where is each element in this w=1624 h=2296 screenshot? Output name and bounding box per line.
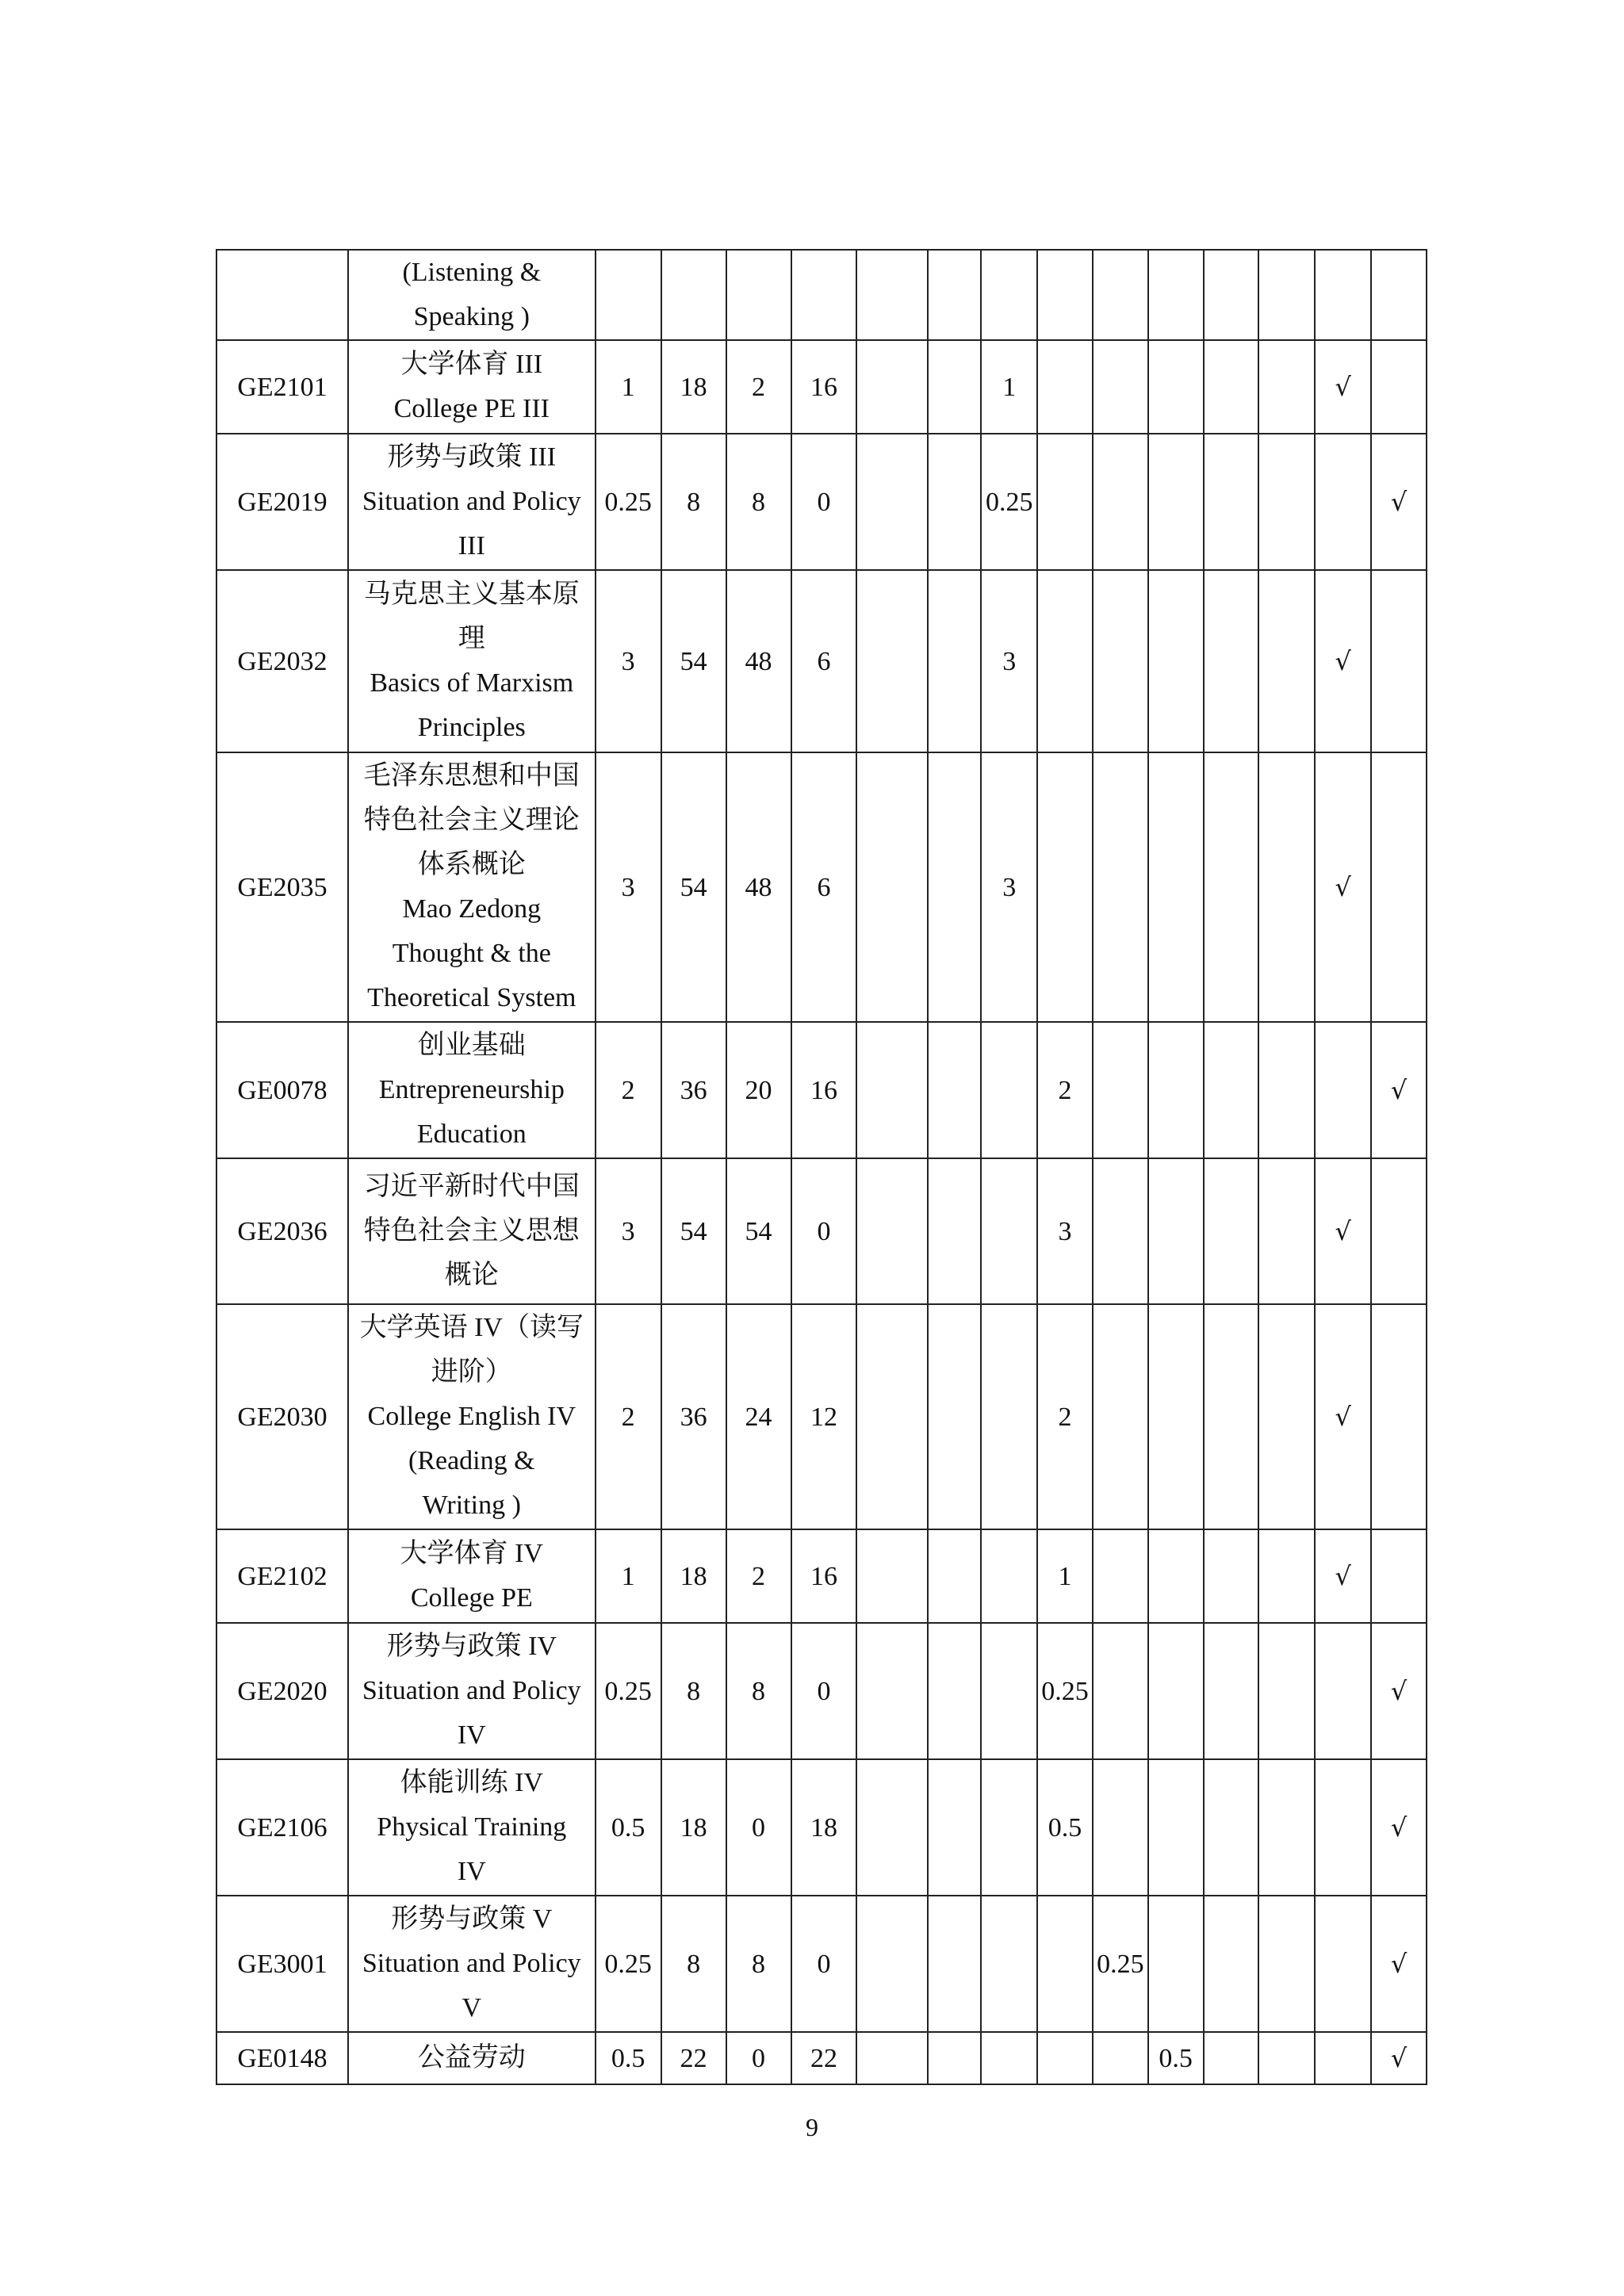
table-cell xyxy=(981,1529,1037,1623)
course-name-cell xyxy=(348,1623,596,1759)
course-table xyxy=(216,249,1427,2085)
course-name-line: 创业基础 xyxy=(417,1031,526,1060)
course-name-line: Writing ) xyxy=(422,1490,521,1520)
table-cell xyxy=(1258,2032,1315,2084)
table-row xyxy=(216,434,1427,570)
table-cell xyxy=(1148,1896,1204,2032)
table-cell: 8 xyxy=(661,434,726,570)
table-cell: 0.5 xyxy=(1148,2032,1204,2084)
table-cell xyxy=(981,2032,1037,2084)
table-cell: 54 xyxy=(661,1158,726,1304)
table-cell: 0.25 xyxy=(596,1623,661,1759)
table-cell: 2 xyxy=(596,1304,661,1529)
course-name-line: 形势与政策 III xyxy=(387,442,557,472)
table-cell: √ xyxy=(1315,1529,1371,1623)
table-cell xyxy=(1204,1759,1259,1896)
table-cell: 2 xyxy=(726,340,791,434)
table-cell: 3 xyxy=(596,752,661,1022)
course-name-line: 形势与政策 IV xyxy=(386,1632,557,1661)
table-cell xyxy=(1258,1022,1315,1158)
table-cell xyxy=(1258,1529,1315,1623)
course-name-line: 进阶） xyxy=(431,1357,512,1387)
course-name-line: 毛泽东思想和中国 xyxy=(363,761,580,790)
table-cell xyxy=(856,340,927,434)
table-cell xyxy=(1204,340,1259,434)
course-code-cell: GE0148 xyxy=(216,2032,348,2084)
table-cell xyxy=(1315,250,1371,340)
table-cell xyxy=(1258,1759,1315,1896)
table-cell xyxy=(1204,1623,1259,1759)
table-cell: 2 xyxy=(726,1529,791,1623)
table-cell xyxy=(1037,1896,1093,2032)
table-cell xyxy=(1258,570,1315,752)
table-cell xyxy=(1315,1022,1371,1158)
table-cell xyxy=(1093,1304,1148,1529)
table-cell xyxy=(928,2032,982,2084)
course-code-cell: GE2102 xyxy=(216,1529,348,1623)
table-cell xyxy=(1204,250,1259,340)
course-name-line: (Reading & xyxy=(408,1446,535,1475)
table-cell: 3 xyxy=(596,1158,661,1304)
table-cell xyxy=(1148,1529,1204,1623)
table-cell: 16 xyxy=(791,340,857,434)
table-body xyxy=(216,250,1427,2084)
table-cell xyxy=(1148,1022,1204,1158)
table-cell xyxy=(1093,434,1148,570)
table-cell: √ xyxy=(1315,1158,1371,1304)
table-cell: 48 xyxy=(726,752,791,1022)
course-name-line: 大学英语 IV（读写 xyxy=(359,1313,584,1342)
course-name-line: III xyxy=(458,531,485,561)
table-cell xyxy=(1204,752,1259,1022)
table-cell: 8 xyxy=(661,1896,726,2032)
course-name-line: Situation and Policy xyxy=(362,487,581,516)
table-cell xyxy=(981,1896,1037,2032)
table-cell: √ xyxy=(1371,1759,1427,1896)
table-cell: 3 xyxy=(596,570,661,752)
course-name-line: 形势与政策 V xyxy=(391,1904,553,1934)
course-name-cell xyxy=(348,1896,596,2032)
table-cell xyxy=(1258,1623,1315,1759)
table-cell xyxy=(928,1529,982,1623)
course-name-line: 大学体育 IV xyxy=(400,1539,543,1568)
table-cell: 8 xyxy=(661,1623,726,1759)
table-cell: 8 xyxy=(726,1623,791,1759)
table-cell xyxy=(1037,340,1093,434)
course-name-cell xyxy=(348,434,596,570)
table-row xyxy=(216,340,1427,434)
course-code-cell: GE2020 xyxy=(216,1623,348,1759)
course-name-line: Situation and Policy xyxy=(362,1949,581,1978)
table-cell: 18 xyxy=(661,1529,726,1623)
table-cell: 0.25 xyxy=(1037,1623,1093,1759)
table-row xyxy=(216,1759,1427,1896)
table-cell: 18 xyxy=(661,1759,726,1896)
table-row xyxy=(216,752,1427,1022)
table-cell xyxy=(1315,1896,1371,2032)
table-cell: 0.5 xyxy=(596,1759,661,1896)
table-cell: 3 xyxy=(1037,1158,1093,1304)
table-cell xyxy=(1093,1759,1148,1896)
course-name-line: Entrepreneurship xyxy=(378,1075,565,1104)
course-code-cell: GE3001 xyxy=(216,1896,348,2032)
table-cell xyxy=(1093,1158,1148,1304)
table-cell: 54 xyxy=(661,752,726,1022)
table-cell: √ xyxy=(1371,1623,1427,1759)
table-row xyxy=(216,1529,1427,1623)
table-cell xyxy=(1093,752,1148,1022)
table-cell xyxy=(856,1304,927,1529)
course-name-line: 习近平新时代中国 xyxy=(363,1172,580,1201)
table-cell: 0.25 xyxy=(596,434,661,570)
table-cell xyxy=(1148,1623,1204,1759)
table-cell: √ xyxy=(1315,1304,1371,1529)
table-row xyxy=(216,250,1427,340)
table-row xyxy=(216,1022,1427,1158)
table-cell: 16 xyxy=(791,1529,857,1623)
table-cell xyxy=(928,1158,982,1304)
table-cell xyxy=(1148,250,1204,340)
course-name-cell xyxy=(348,752,596,1022)
table-cell: 3 xyxy=(981,570,1037,752)
table-cell: √ xyxy=(1371,1896,1427,2032)
course-name-line: Speaking ) xyxy=(413,302,530,331)
table-cell xyxy=(928,434,982,570)
table-cell xyxy=(1037,752,1093,1022)
course-name-line: Physical Training xyxy=(377,1812,567,1842)
table-cell: 16 xyxy=(791,1022,857,1158)
table-cell: 22 xyxy=(661,2032,726,2084)
table-cell xyxy=(1148,1304,1204,1529)
course-name-cell xyxy=(348,2032,596,2084)
table-cell xyxy=(1371,1304,1427,1529)
table-cell xyxy=(1371,1529,1427,1623)
table-cell xyxy=(1258,434,1315,570)
table-cell: √ xyxy=(1371,434,1427,570)
course-name-cell xyxy=(348,1158,596,1304)
course-name-line: 概论 xyxy=(444,1261,499,1290)
table-cell: 8 xyxy=(726,1896,791,2032)
course-name-line: Mao Zedong xyxy=(402,894,542,924)
table-cell xyxy=(596,250,661,340)
table-cell: 1 xyxy=(596,1529,661,1623)
course-name-line: 大学体育 III xyxy=(400,350,543,379)
table-cell: 0.25 xyxy=(596,1896,661,2032)
table-cell xyxy=(726,250,791,340)
table-cell xyxy=(791,250,857,340)
table-cell: √ xyxy=(1315,752,1371,1022)
table-cell: 20 xyxy=(726,1022,791,1158)
table-cell xyxy=(1371,570,1427,752)
course-code-cell: GE2035 xyxy=(216,752,348,1022)
course-name-line: Basics of Marxism xyxy=(370,668,574,698)
course-name-line: 特色社会主义思想 xyxy=(363,1216,580,1246)
table-cell xyxy=(661,250,726,340)
course-code-cell: GE2032 xyxy=(216,570,348,752)
table-cell: 24 xyxy=(726,1304,791,1529)
table-cell: 1 xyxy=(1037,1529,1093,1623)
table-cell: 3 xyxy=(981,752,1037,1022)
course-name-line: V xyxy=(462,1993,482,2022)
table-cell xyxy=(856,570,927,752)
table-cell: 0 xyxy=(726,1759,791,1896)
table-cell: 12 xyxy=(791,1304,857,1529)
table-cell xyxy=(1093,1529,1148,1623)
table-cell xyxy=(1315,1759,1371,1896)
table-cell xyxy=(1204,1896,1259,2032)
table-cell xyxy=(1148,340,1204,434)
table-cell xyxy=(1204,1304,1259,1529)
table-cell: 0.5 xyxy=(596,2032,661,2084)
table-cell xyxy=(856,1529,927,1623)
table-cell xyxy=(928,1896,982,2032)
course-name-cell xyxy=(348,570,596,752)
table-cell: 18 xyxy=(661,340,726,434)
table-cell xyxy=(1258,1304,1315,1529)
table-cell xyxy=(856,1623,927,1759)
table-cell xyxy=(1148,752,1204,1022)
table-cell: 8 xyxy=(726,434,791,570)
table-cell xyxy=(928,1304,982,1529)
table-row xyxy=(216,2032,1427,2084)
table-cell xyxy=(981,250,1037,340)
table-cell xyxy=(928,752,982,1022)
table-cell xyxy=(981,1158,1037,1304)
table-cell xyxy=(856,752,927,1022)
table-cell xyxy=(856,250,927,340)
table-cell xyxy=(981,1022,1037,1158)
table-cell: 48 xyxy=(726,570,791,752)
table-cell: √ xyxy=(1315,340,1371,434)
course-name-line: Education xyxy=(416,1119,527,1149)
course-name-line: (Listening & xyxy=(402,258,542,287)
course-name-line: 体系概论 xyxy=(417,850,526,879)
table-cell xyxy=(1093,570,1148,752)
table-cell: √ xyxy=(1315,570,1371,752)
table-cell xyxy=(856,1158,927,1304)
table-cell xyxy=(928,1623,982,1759)
table-cell: 2 xyxy=(596,1022,661,1158)
table-cell: 2 xyxy=(1037,1022,1093,1158)
course-code-cell: GE0078 xyxy=(216,1022,348,1158)
table-cell xyxy=(1093,250,1148,340)
course-code-cell: GE2106 xyxy=(216,1759,348,1896)
table-cell xyxy=(856,1759,927,1896)
table-cell xyxy=(1037,2032,1093,2084)
course-code-cell: GE2101 xyxy=(216,340,348,434)
course-name-cell xyxy=(348,250,596,340)
course-code-cell xyxy=(216,250,348,340)
table-cell: 0 xyxy=(791,1158,857,1304)
table-cell xyxy=(981,1759,1037,1896)
table-cell xyxy=(1037,250,1093,340)
table-cell: 54 xyxy=(661,570,726,752)
table-cell xyxy=(1204,434,1259,570)
table-cell: 2 xyxy=(1037,1304,1093,1529)
table-cell: 1 xyxy=(596,340,661,434)
table-cell: 6 xyxy=(791,752,857,1022)
table-cell xyxy=(1037,570,1093,752)
table-cell xyxy=(1371,250,1427,340)
course-name-cell xyxy=(348,1759,596,1896)
table-cell xyxy=(1148,1759,1204,1896)
course-name-line: Situation and Policy xyxy=(362,1676,581,1705)
table-cell xyxy=(856,434,927,570)
table-cell xyxy=(1315,434,1371,570)
table-cell: 0.25 xyxy=(981,434,1037,570)
page-number: 9 xyxy=(806,2113,818,2141)
table-cell xyxy=(981,1304,1037,1529)
table-cell xyxy=(856,1896,927,2032)
course-code-cell: GE2019 xyxy=(216,434,348,570)
table-cell xyxy=(1204,1022,1259,1158)
table-cell xyxy=(1093,1022,1148,1158)
table-cell xyxy=(1371,752,1427,1022)
table-cell: 18 xyxy=(791,1759,857,1896)
table-cell: 0 xyxy=(726,2032,791,2084)
course-name-line: IV xyxy=(457,1720,486,1750)
table-cell xyxy=(928,250,982,340)
table-cell xyxy=(981,1623,1037,1759)
course-name-cell xyxy=(348,1304,596,1529)
course-name-line: Principles xyxy=(417,713,526,742)
course-name-cell xyxy=(348,1022,596,1158)
table-row xyxy=(216,1623,1427,1759)
table-cell: 0.5 xyxy=(1037,1759,1093,1896)
course-name-line: Thought & the xyxy=(392,939,551,968)
table-cell: √ xyxy=(1371,1022,1427,1158)
table-cell xyxy=(1093,1623,1148,1759)
table-cell: √ xyxy=(1371,2032,1427,2084)
table-cell xyxy=(928,570,982,752)
table-cell: 36 xyxy=(661,1304,726,1529)
table-cell xyxy=(1315,1623,1371,1759)
course-name-cell xyxy=(348,1529,596,1623)
course-name-line: Theoretical System xyxy=(367,983,576,1012)
table-cell xyxy=(856,2032,927,2084)
table-cell xyxy=(1258,250,1315,340)
table-row xyxy=(216,1158,1427,1304)
table-cell xyxy=(1148,570,1204,752)
course-name-line: 公益劳动 xyxy=(417,2043,526,2072)
course-name-line: College PE xyxy=(410,1583,533,1613)
table-cell xyxy=(1093,2032,1148,2084)
course-name-line: 理 xyxy=(458,624,485,653)
course-name-cell xyxy=(348,340,596,434)
course-code-cell: GE2036 xyxy=(216,1158,348,1304)
table-cell: 54 xyxy=(726,1158,791,1304)
table-cell xyxy=(1258,752,1315,1022)
course-name-line: 体能训练 IV xyxy=(400,1768,543,1797)
table-cell: 6 xyxy=(791,570,857,752)
table-cell xyxy=(1204,1529,1259,1623)
table-cell xyxy=(1204,1158,1259,1304)
table-cell xyxy=(1093,340,1148,434)
table-cell xyxy=(1204,570,1259,752)
table-cell xyxy=(928,1759,982,1896)
table-cell: 0 xyxy=(791,434,857,570)
course-name-line: IV xyxy=(457,1857,486,1886)
course-name-line: College PE III xyxy=(393,394,550,423)
table-row xyxy=(216,1304,1427,1529)
table-cell xyxy=(1258,1896,1315,2032)
table-cell: 0 xyxy=(791,1623,857,1759)
table-cell: 22 xyxy=(791,2032,857,2084)
table-cell: 0.25 xyxy=(1093,1896,1148,2032)
table-cell xyxy=(1258,1158,1315,1304)
table-cell xyxy=(928,340,982,434)
course-name-line: 马克思主义基本原 xyxy=(363,580,580,609)
table-cell xyxy=(1371,340,1427,434)
table-row xyxy=(216,1896,1427,2032)
table-cell: 1 xyxy=(981,340,1037,434)
table-cell xyxy=(1371,1158,1427,1304)
table-cell xyxy=(928,1022,982,1158)
table-cell xyxy=(1148,434,1204,570)
table-cell xyxy=(1258,340,1315,434)
table-cell: 36 xyxy=(661,1022,726,1158)
table-cell: 0 xyxy=(791,1896,857,2032)
table-cell xyxy=(1148,1158,1204,1304)
table-cell xyxy=(1315,2032,1371,2084)
table-cell xyxy=(1204,2032,1259,2084)
table-row xyxy=(216,570,1427,752)
course-code-cell: GE2030 xyxy=(216,1304,348,1529)
table-cell xyxy=(856,1022,927,1158)
course-name-line: College English IV xyxy=(367,1402,576,1431)
table-cell xyxy=(1037,434,1093,570)
course-name-line: 特色社会主义理论 xyxy=(363,806,580,835)
